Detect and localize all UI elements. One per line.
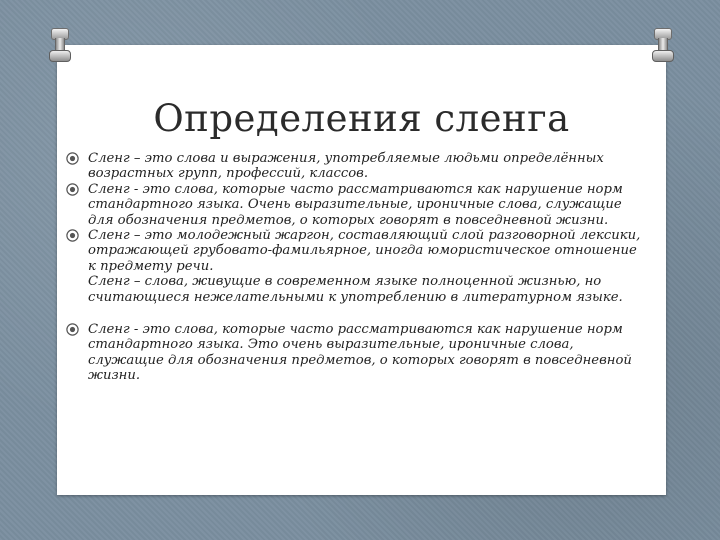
bullet-item (66, 228, 646, 305)
circle-target-icon (66, 152, 79, 165)
bullet-list (66, 151, 646, 384)
bullet-text: Сленг - это слова, которые часто рассматриваются как нарушение норм стандартного языка. Очень выразительные, ироничные слова, служащие для обозначения предметов, о которых говорят в повседневной жизни. (88, 181, 623, 228)
bullet-text: Сленг – это слова и выражения, употребляемые людьми определённых возрастных групп, профессий, классов. (88, 151, 604, 182)
pushpin-icon (48, 28, 70, 62)
bullet-text: Сленг - это слова, которые часто рассматриваются как нарушение норм стандартного языка. Это очень выразительные, ироничные слова, служащие для обозначения предметов, о которых говорят в повседневной жизни. (88, 322, 632, 384)
circle-target-icon (66, 183, 79, 196)
circle-target-icon (66, 323, 79, 336)
pushpin-icon (651, 28, 673, 62)
bullet-item (66, 322, 646, 384)
bullet-item (66, 151, 646, 182)
bullet-item (66, 182, 646, 228)
circle-target-icon (66, 229, 79, 242)
bullet-continuation-text: Сленг – слова, живущие в современном языке полноценной жизнью, но считающиеся нежелательными к употреблению в литературном языке. (88, 274, 623, 305)
bullet-text: Сленг – это молодежный жаргон, составляющий слой разговорной лексики, отражающей грубовато-фамильярное, иногда юмористическое отношение к предмету речи. (88, 228, 641, 274)
slide-title: Определения сленга (153, 96, 570, 140)
